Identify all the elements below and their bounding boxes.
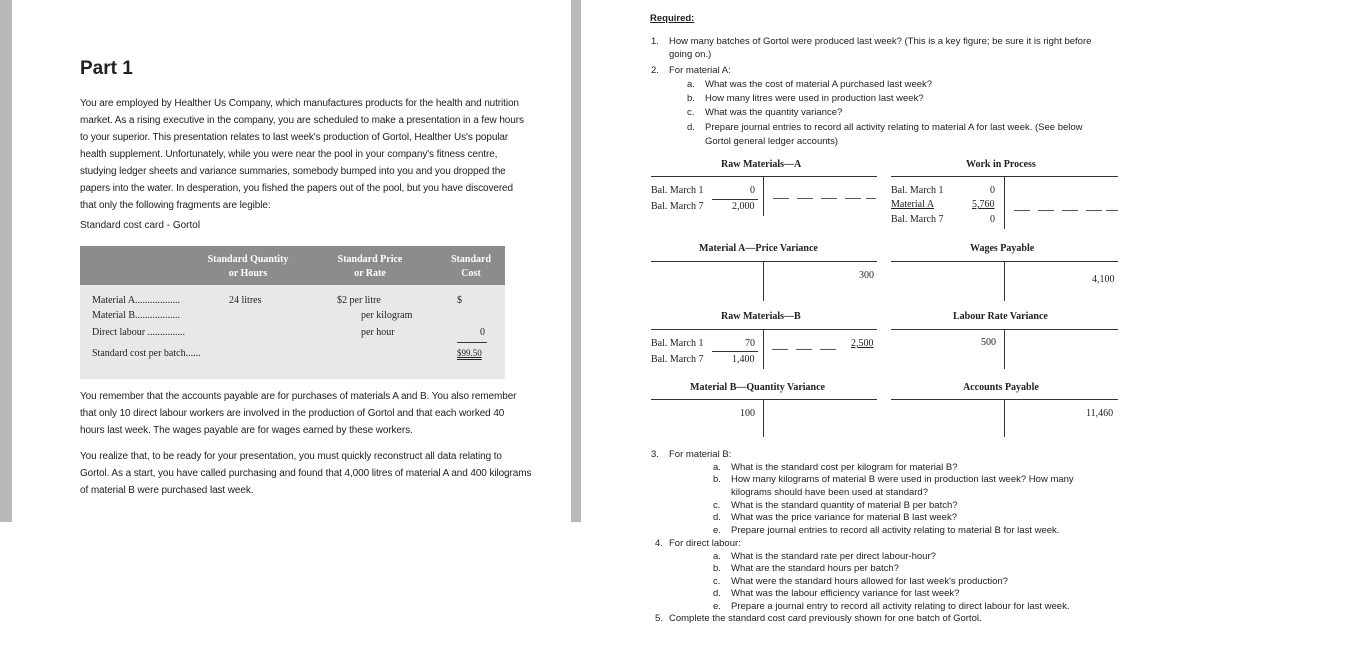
q1-text-cont: going on.)	[669, 49, 712, 60]
q2d-text: Prepare journal entries to record all activity relating to material A for last week. (See below	[705, 122, 1083, 133]
material-b-quantity-variance-topline	[651, 399, 877, 400]
labour-rate-variance-title: Labour Rate Variance	[953, 311, 1048, 322]
header-standard-cost: Standard Cost	[450, 254, 491, 279]
material-a-price-variance-topline	[651, 261, 877, 262]
cost-underline	[457, 342, 487, 343]
raw-a-fragment-dash	[845, 198, 861, 199]
intro-line: health supplement. Unfortunately, while you were near the pool in your company's fitness centre,	[80, 149, 498, 160]
raw-b-fragment-dash	[772, 349, 788, 350]
intro-line: to your superior. This presentation relates to last week's production of Gortol, Healther Us's popular	[80, 132, 509, 143]
raw-a-fragment-dash	[866, 198, 876, 199]
q3a-letter: a.	[713, 462, 721, 473]
material-b-quantity-variance-title: Material B—Quantity Variance	[690, 382, 825, 393]
required-heading: Required:	[650, 13, 695, 24]
accounts-payable-divider	[1004, 399, 1005, 437]
q3b-letter: b.	[713, 474, 721, 485]
para2-line: You remember that the accounts payable are for purchases of materials A and B. You also remember	[80, 391, 517, 402]
raw-b-bal-march1-label: Bal. March 1	[651, 338, 704, 349]
wages-payable-divider	[1004, 261, 1005, 301]
q3c-text: What is the standard quantity of material B per batch?	[731, 500, 958, 511]
accounts-payable-title: Accounts Payable	[963, 382, 1039, 393]
raw-a-fragment-dash	[797, 198, 813, 199]
q2c-text: What was the quantity variance?	[705, 107, 843, 118]
material-b-quantity-variance-debit: 100	[740, 408, 755, 419]
q3e-text: Prepare journal entries to record all activity relating to material B for last week.	[731, 525, 1060, 536]
row-total-label: Standard cost per batch......	[92, 348, 201, 359]
raw-a-bal-march7-value: 2,000	[732, 201, 755, 212]
q2-number: 2.	[651, 65, 659, 76]
raw-a-fragment-dash	[773, 198, 789, 199]
wip-bal-march1-value: 0	[990, 185, 995, 196]
material-a-price-variance-title: Material A—Price Variance	[699, 243, 818, 254]
q2a-text: What was the cost of material A purchased last week?	[705, 79, 933, 90]
raw-b-fragment-dash	[796, 349, 812, 350]
q3-number: 3.	[651, 449, 659, 460]
wip-material-a-value: 5,760	[972, 199, 995, 210]
q2b-text: How many litres were used in production last week?	[705, 93, 924, 104]
row-material-a-cost: $	[457, 295, 462, 306]
q4d-letter: d.	[713, 588, 721, 599]
para3-line: You realize that, to be ready for your presentation, you must quickly reconstruct all data relating to	[80, 451, 502, 462]
row-direct-labour-cost: 0	[480, 327, 485, 338]
q4b-letter: b.	[713, 563, 721, 574]
intro-paragraph	[80, 95, 524, 214]
wip-fragment-dash	[1062, 210, 1078, 211]
raw-materials-b-title: Raw Materials—B	[721, 311, 801, 322]
raw-materials-a-title: Raw Materials—A	[721, 159, 802, 170]
q2d-text-cont: Gortol general ledger accounts)	[705, 136, 839, 147]
q4e-letter: e.	[713, 601, 721, 612]
intro-line: market. As a rising executive in the company, you are scheduled to make a presentation in a few hours	[80, 115, 524, 126]
row-material-b-label: Material B..................	[92, 310, 181, 321]
raw-a-underline	[712, 199, 758, 200]
wages-payable-title: Wages Payable	[970, 243, 1035, 254]
labour-rate-variance-debit: 500	[981, 337, 996, 348]
q4b-text: What are the standard hours per batch?	[731, 563, 899, 574]
second-paragraph	[80, 388, 517, 439]
center-page-divider	[571, 0, 581, 522]
header-standard-price: Standard Price or Rate	[337, 254, 403, 279]
para3-line: of material B were purchased last week.	[80, 485, 254, 496]
raw-a-fragment-dash	[821, 198, 837, 199]
row-total-cost: $99.50	[457, 348, 482, 358]
material-a-price-variance-divider	[763, 261, 764, 301]
q2d-letter: d.	[687, 122, 695, 133]
raw-a-bal-march1-value: 0	[750, 185, 755, 196]
intro-line: studying ledger sheets and variance summaries, somebody bumped into you and you dropped the	[80, 166, 506, 177]
raw-materials-b-divider	[763, 329, 764, 369]
raw-b-fragment-dash	[820, 349, 836, 350]
third-paragraph	[80, 448, 532, 499]
q2-text: For material A:	[669, 65, 731, 76]
material-b-quantity-variance-divider	[763, 399, 764, 437]
raw-materials-a-divider	[763, 176, 764, 216]
q2a-letter: a.	[687, 79, 695, 90]
standard-cost-card-label: Standard cost card - Gortol	[80, 220, 201, 231]
q4e-text: Prepare a journal entry to record all activity relating to direct labour for last week.	[731, 601, 1070, 612]
row-material-a-price: $2 per litre	[337, 295, 381, 306]
left-page-border	[0, 0, 12, 522]
standard-cost-card	[80, 246, 505, 379]
q3a-text: What is the standard cost per kilogram for material B?	[731, 462, 958, 473]
raw-a-bal-march1-label: Bal. March 1	[651, 185, 704, 196]
raw-b-bal-march1-value: 70	[745, 338, 755, 349]
wip-bal-march7-value: 0	[990, 214, 995, 225]
wip-fragment-dash	[1038, 210, 1054, 211]
q3b-text: How many kilograms of material B were used in production last week? How many	[731, 474, 1074, 485]
q5-number: 5.	[655, 613, 663, 624]
labour-rate-variance-divider	[1004, 329, 1005, 369]
q3d-letter: d.	[713, 512, 721, 523]
q3e-letter: e.	[713, 525, 721, 536]
intro-line: that only the following fragments are legible:	[80, 200, 271, 211]
row-direct-labour-price: per hour	[361, 327, 395, 338]
q3b-text-cont: kilograms should have been used at standard?	[731, 487, 928, 498]
q3d-text: What was the price variance for material B last week?	[731, 512, 957, 523]
row-direct-labour-label: Direct labour ...............	[92, 327, 186, 338]
row-material-b-price: per kilogram	[361, 310, 413, 321]
wip-bal-march1-label: Bal. March 1	[891, 185, 944, 196]
raw-b-credit: 2,500	[851, 338, 874, 349]
q5-text: Complete the standard cost card previously shown for one batch of Gortol.	[669, 613, 982, 624]
q4a-letter: a.	[713, 551, 721, 562]
wip-fragment-dash	[1086, 210, 1102, 211]
intro-line: papers into the water. In desperation, you fished the papers out of the pool, but you have discovered	[80, 183, 513, 194]
row-material-a-qty: 24 litres	[229, 295, 262, 306]
accounts-payable-credit: 11,460	[1086, 408, 1114, 419]
material-a-price-variance-credit: 300	[859, 270, 874, 281]
raw-b-bal-march7-label: Bal. March 7	[651, 354, 704, 365]
wip-bal-march7-label: Bal. March 7	[891, 214, 944, 225]
page-title: Part 1	[80, 58, 133, 79]
para2-line: that only 10 direct labour workers are involved in the production of Gortol and that each worked 40	[80, 408, 505, 419]
row-material-a-label: Material A..................	[92, 295, 181, 306]
wip-fragment-dash	[1014, 210, 1030, 211]
raw-b-bal-march7-value: 1,400	[732, 354, 755, 365]
wip-title: Work in Process	[966, 159, 1036, 170]
wip-fragment-dash	[1106, 210, 1118, 211]
q1-number: 1.	[651, 36, 659, 47]
raw-materials-b-topline	[651, 329, 877, 330]
q4-text: For direct labour:	[669, 538, 741, 549]
raw-b-underline	[712, 351, 758, 352]
wip-divider	[1004, 176, 1005, 229]
wip-material-a-label: Material A	[891, 199, 935, 210]
raw-a-bal-march7-label: Bal. March 7	[651, 201, 704, 212]
para3-line: Gortol. As a start, you have called purchasing and found that 4,000 litres of material A and 400 kilograms	[80, 468, 532, 479]
intro-line: You are employed by Healther Us Company, which manufactures products for the health and nutrition	[80, 98, 519, 109]
q3c-letter: c.	[713, 500, 721, 511]
q2c-letter: c.	[687, 107, 695, 118]
q4c-text: What were the standard hours allowed for last week's production?	[731, 576, 1008, 587]
header-standard-quantity: Standard Quantity or Hours	[207, 254, 289, 279]
q1-text: How many batches of Gortol were produced last week? (This is a key figure; be sure it is right before	[669, 36, 1092, 47]
raw-materials-a-topline	[651, 176, 877, 177]
q2b-letter: b.	[687, 93, 695, 104]
para2-line: hours last week. The wages payable are for wages earned by these workers.	[80, 425, 413, 436]
q3-text: For material B:	[669, 449, 732, 460]
q4-number: 4.	[655, 538, 663, 549]
wages-payable-credit: 4,100	[1092, 274, 1115, 285]
q4a-text: What is the standard rate per direct labour-hour?	[731, 551, 936, 562]
q4c-letter: c.	[713, 576, 721, 587]
q4d-text: What was the labour efficiency variance for last week?	[731, 588, 960, 599]
